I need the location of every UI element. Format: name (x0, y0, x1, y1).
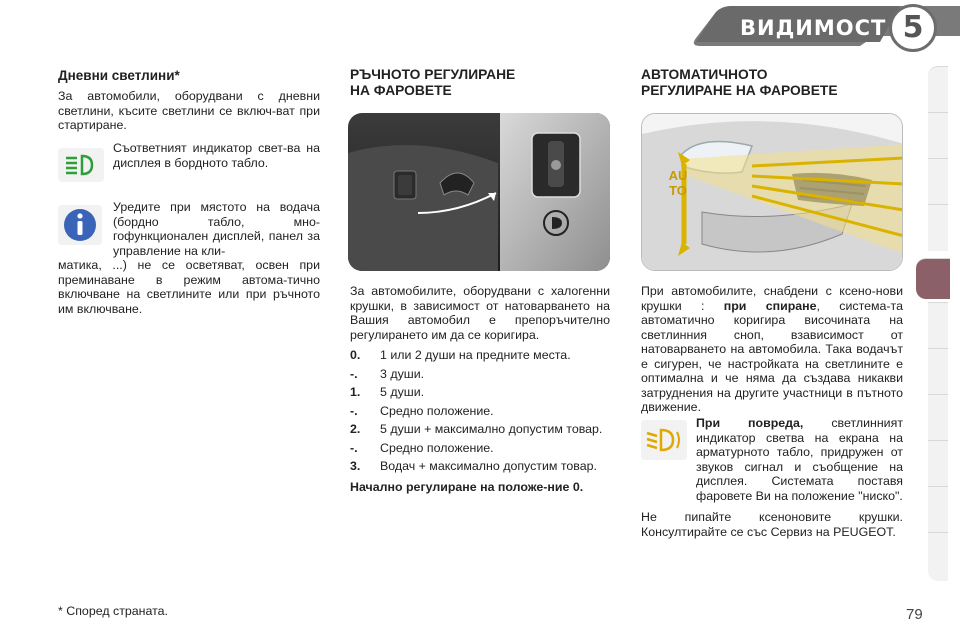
info-text-b: матика, ...) не се осветяват, освен при преминаване в режим автома-тично включване на светлините или при ръчното им включване. (58, 258, 320, 316)
col-manual-adjust (350, 284, 610, 500)
list-text: 5 души + максимално допустим товар. (380, 422, 603, 436)
chapter-number: 5 (889, 4, 937, 52)
daytime-lights-title: Дневни светлини* (58, 68, 180, 83)
list-item (350, 441, 610, 456)
chapter-tab[interactable] (928, 66, 948, 113)
list-item (350, 422, 610, 437)
auto-intro-a: При автомобилите, снабдени с ксено-нови крушки : (641, 284, 903, 313)
auto-adjust-title-line1: АВТОМАТИЧНОТО (641, 67, 768, 82)
daytime-light-indicator-icon (58, 148, 104, 182)
auto-adjust-intro (641, 284, 903, 415)
list-text: 3 души. (380, 366, 425, 381)
list-key: 2. (350, 422, 361, 436)
list-item (350, 404, 610, 419)
manual-adjust-title-line2: НА ФАРОВЕТЕ (350, 82, 452, 98)
load-list (350, 348, 610, 474)
list-key: 1. (350, 385, 361, 399)
chapter-tab[interactable] (928, 112, 948, 159)
auto-adjust-title-line2: РЕГУЛИРАНЕ НА ФАРОВЕТЕ (641, 82, 838, 98)
list-item (350, 348, 610, 363)
list-item (350, 459, 610, 474)
chapter-tab[interactable] (928, 348, 948, 395)
info-icon (58, 205, 102, 245)
xenon-warning: Не пипайте ксеноновите крушки. Консултирайте се със Сервиз на PEUGEOT. (641, 510, 903, 539)
list-item (350, 367, 610, 382)
list-text: 1 или 2 души на предните места. (380, 348, 571, 362)
list-item (350, 385, 610, 400)
chapter-tab[interactable] (928, 440, 948, 487)
chapter-tab[interactable] (928, 302, 948, 349)
list-text: Водач + максимално допустим товар. (380, 459, 597, 473)
fault-text-top (696, 416, 903, 503)
chapter-tab-active[interactable] (916, 258, 950, 299)
list-key: -. (350, 440, 358, 455)
list-key: -. (350, 366, 358, 381)
info-text-a: Уредите при мястото на водача (бордно табло, мно-гофункционален дисплей, панел за управление на кли- (113, 200, 320, 258)
headlamp-adjuster-photo (348, 113, 610, 271)
list-key: 3. (350, 459, 361, 473)
chapter-title: ВИДИМОСТ (740, 16, 887, 40)
col-daytime-lights (58, 68, 320, 139)
list-key: 0. (350, 348, 361, 362)
chapter-tab[interactable] (928, 532, 948, 581)
chapter-tab[interactable] (928, 394, 948, 441)
chapter-tabs (928, 66, 950, 580)
initial-setting-note: Начално регулиране на положе-ние 0. (350, 479, 584, 494)
list-key: -. (350, 403, 358, 418)
manual-adjust-title (350, 67, 610, 98)
list-text: Средно положение. (380, 403, 494, 418)
manual-adjust-intro: За автомобилите, оборудвани с халогенни крушки, в зависимост от натоварването на Вашия автомобил е препоръчително регулирането им да се коригира. (350, 284, 610, 342)
auto-label: AUTO (668, 168, 688, 198)
list-text: 5 души. (380, 385, 425, 399)
indicator-text: Съответният индикатор свет-ва на дисплея в бордното табло. (113, 141, 320, 170)
chapter-tab[interactable] (928, 204, 948, 251)
fault-text: светлинният индикатор светва на екрана на арматурното табло, придружен от звуков сигнал и съобщение на дисплея. Системата поставя фаровете Ви на положение "ниско". (696, 416, 903, 503)
auto-intro-bold: при спиране (723, 298, 817, 313)
car-headlights-photo (641, 113, 903, 271)
page-number: 79 (906, 606, 923, 623)
auto-intro-b: , система-та автоматично коригира височината на светлинния сноп, взависимост от натоварването на автомобила. Така водачът е сигурен, че настройката на светлините е оптимална и че няма да създава никакви затруднения на другите участници в пътното движение. (641, 298, 903, 414)
manual-adjust-title-line1: РЪЧНОТО РЕГУЛИРАНЕ (350, 67, 516, 82)
chapter-tab[interactable] (928, 486, 948, 533)
headlamp-fault-icon (641, 420, 687, 460)
chapter-tab[interactable] (928, 158, 948, 205)
fault-bold: При повреда, (696, 416, 804, 430)
auto-adjust-title (641, 67, 903, 98)
footnote: * Според страната. (58, 604, 168, 618)
list-text: Средно положение. (380, 440, 494, 455)
daytime-lights-intro: За автомобили, оборудвани с дневни светлини, късите светлини се включ-ват при стартиране. (58, 89, 320, 132)
